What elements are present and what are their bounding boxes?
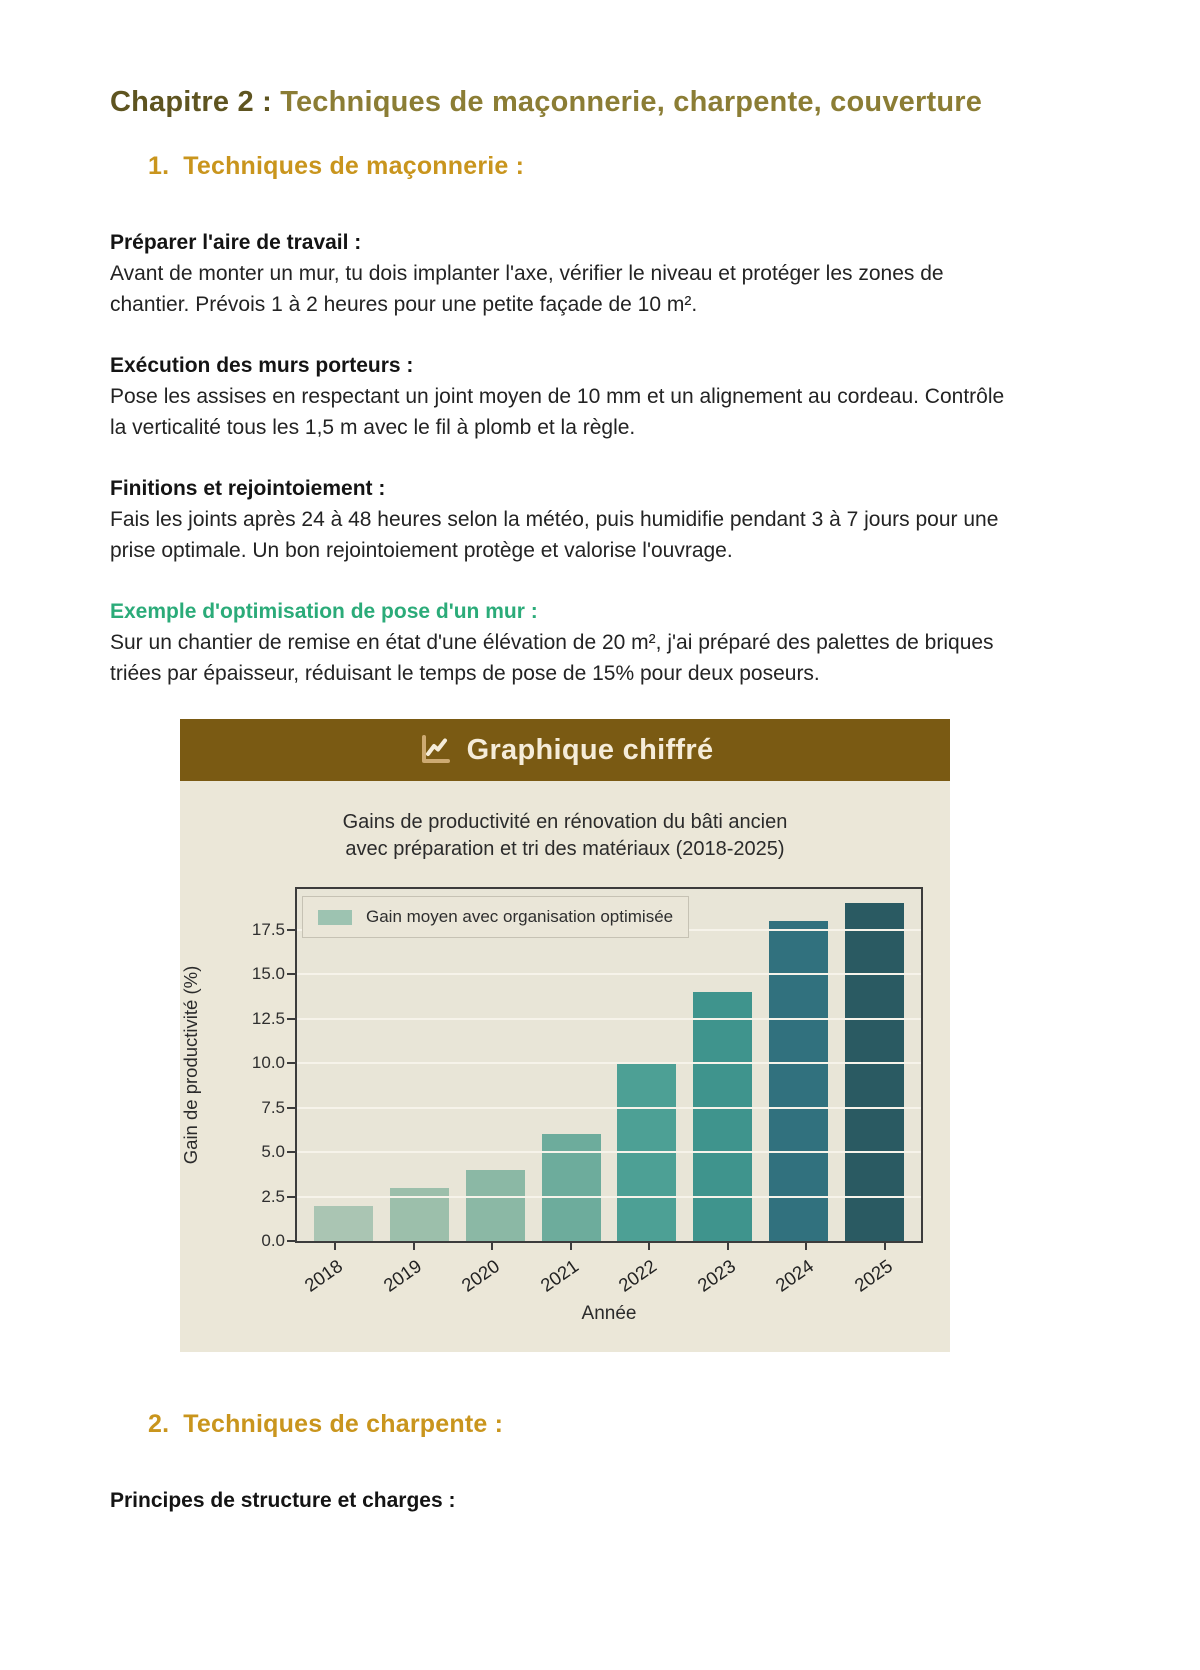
y-tick-mark [287, 1107, 296, 1109]
text-block-preparer [110, 227, 1020, 320]
y-tick-label: 12.5 [251, 1008, 285, 1028]
x-tick-mark [727, 1243, 729, 1250]
bar-2024 [769, 921, 828, 1241]
legend-label: Gain moyen avec organisation optimisée [366, 907, 674, 927]
text-block-example [110, 596, 1020, 689]
x-tick-cell [531, 1243, 610, 1303]
x-tick-label: 2025 [850, 1255, 896, 1297]
y-tick-label: 15.0 [251, 964, 285, 984]
gridline [297, 973, 921, 975]
chart-card [180, 719, 950, 1352]
example-body: Sur un chantier de remise en état d'une élévation de 20 m², j'ai préparé des palettes de briques triées par épaisseur, réduisant le temps de pose de 15% pour deux poseurs. [110, 631, 994, 686]
chart-card-header [180, 719, 950, 781]
legend-swatch [318, 910, 352, 925]
y-tick-label: 17.5 [251, 919, 285, 939]
y-tick-mark [287, 1196, 296, 1198]
plot-wrap [180, 887, 923, 1251]
x-tick-cell [452, 1243, 531, 1303]
bar-2020 [466, 1170, 525, 1241]
x-tick-mark [413, 1243, 415, 1250]
chapter-label: Chapitre 2 : [110, 86, 272, 118]
x-tick-label: 2024 [771, 1255, 818, 1297]
block-heading: Exécution des murs porteurs : [110, 354, 414, 378]
next-section-heading: Principes de structure et charges : [110, 1489, 456, 1513]
y-tick-label: 2.5 [261, 1186, 285, 1206]
gridline [297, 1018, 921, 1020]
example-heading: Exemple d'optimisation de pose d'un mur : [110, 600, 538, 624]
bar-2018 [314, 1206, 373, 1242]
x-tick-cell [609, 1243, 688, 1303]
block-body: Avant de monter un mur, tu dois implanter l'axe, vérifier le niveau et protéger les zones de chantier. Prévois 1 à 2 heures pour une petite façade de 10 m². [110, 262, 944, 317]
bar-2025 [845, 903, 904, 1241]
x-axis-title: Année [581, 1303, 637, 1325]
y-axis-label: Gain de productivité (%) [180, 966, 201, 1165]
x-tick-label: 2019 [379, 1255, 425, 1297]
x-tick-mark [334, 1243, 336, 1250]
block-body: Pose les assises en respectant un joint moyen de 10 mm et un alignement au cordeau. Contrôle la verticalité tous les 1,5 m avec le fil à plomb et la règle. [110, 385, 1005, 440]
chart-title-line2: avec préparation et tri des matériaux (2018-2025) [345, 838, 785, 861]
block-heading: Préparer l'aire de travail : [110, 231, 362, 255]
x-tick-label: 2022 [614, 1255, 661, 1297]
y-tick-label: 0.0 [261, 1231, 285, 1251]
x-tick-label: 2020 [457, 1255, 504, 1297]
gridline [297, 1062, 921, 1064]
text-block-principes [110, 1485, 1020, 1516]
line-chart-icon [417, 732, 453, 768]
bars [297, 889, 921, 1241]
gridline [297, 1151, 921, 1153]
y-tick-label: 7.5 [261, 1097, 285, 1117]
chapter-title [110, 84, 1090, 120]
x-tick-mark [648, 1243, 650, 1250]
y-tick-label: 5.0 [261, 1142, 285, 1162]
x-tick-label: 2021 [536, 1255, 582, 1297]
legend [302, 896, 689, 938]
x-tick-cell [688, 1243, 767, 1303]
x-tick-label: 2018 [300, 1255, 347, 1297]
x-tick-mark [884, 1243, 886, 1250]
x-axis-labels [295, 1243, 923, 1303]
y-tick-label: 10.0 [251, 1053, 285, 1073]
chart-card-title: Graphique chiffré [466, 733, 714, 766]
bar-2023 [693, 992, 752, 1241]
x-tick-cell [374, 1243, 453, 1303]
section-2-title: Techniques de charpente : [183, 1410, 504, 1439]
y-tick-mark [287, 1018, 296, 1020]
x-tick-cell [845, 1243, 924, 1303]
x-tick-cell [766, 1243, 845, 1303]
gridline [297, 1107, 921, 1109]
chart-title [180, 809, 950, 863]
block-body: Fais les joints après 24 à 48 heures selon la météo, puis humidifie pendant 3 à 7 jours pour une prise optimale. Un bon rejointoiement protège et valorise l'ouvrage. [110, 508, 999, 563]
text-block-finitions [110, 473, 1020, 566]
y-tick-mark [287, 929, 296, 931]
plot-area [251, 887, 923, 1251]
y-tick-mark [287, 1240, 296, 1242]
text-block-execution [110, 350, 1020, 443]
section-2-number: 2. [148, 1410, 170, 1439]
x-tick-label: 2023 [693, 1255, 739, 1297]
chapter-title-text: Techniques de maçonnerie, charpente, couverture [280, 86, 983, 118]
x-tick-mark [491, 1243, 493, 1250]
x-tick-mark [805, 1243, 807, 1250]
block-heading: Finitions et rejointoiement : [110, 477, 386, 501]
section-2-heading [148, 1410, 1090, 1439]
section-1-title: Techniques de maçonnerie : [183, 152, 525, 181]
y-tick-mark [287, 1062, 296, 1064]
gridline [297, 1196, 921, 1198]
section-1-heading [148, 152, 1090, 181]
x-tick-mark [570, 1243, 572, 1250]
y-tick-mark [287, 973, 296, 975]
chart-title-line1: Gains de productivité en rénovation du bâti ancien [342, 811, 788, 834]
section-1-number: 1. [148, 152, 170, 181]
x-tick-cell [295, 1243, 374, 1303]
chart-body [180, 781, 950, 1352]
y-tick-mark [287, 1151, 296, 1153]
